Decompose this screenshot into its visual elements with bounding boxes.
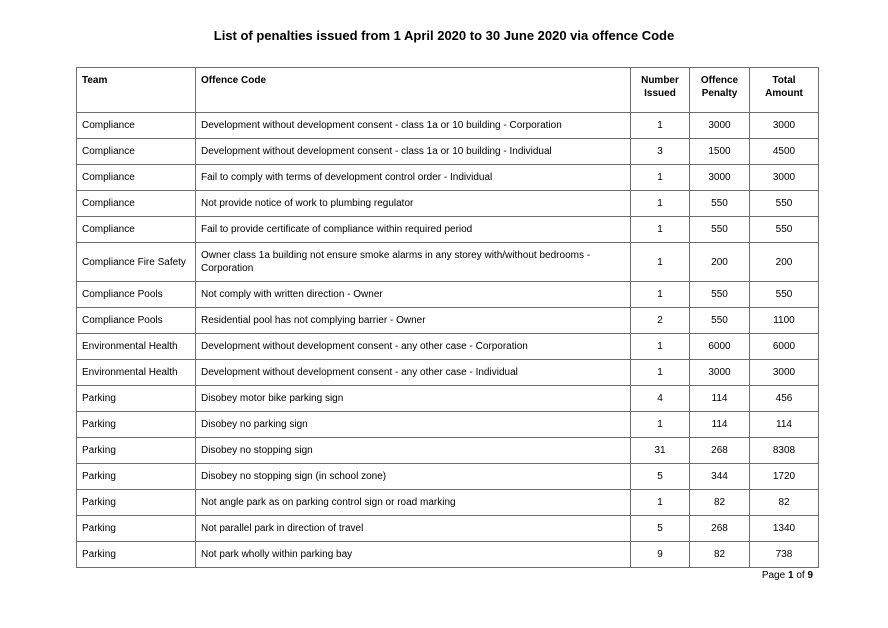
cell-offence-code: Disobey no stopping sign (in school zone) [196, 464, 631, 490]
page-label: Page [761, 570, 786, 581]
cell-number-issued: 1 [631, 360, 690, 386]
header-team: Team [77, 68, 196, 113]
cell-number-issued: 1 [631, 243, 690, 282]
cell-team: Compliance [77, 191, 196, 217]
table-row [77, 516, 819, 542]
cell-offence-penalty: 268 [690, 438, 750, 464]
table-row [77, 386, 819, 412]
cell-number-issued: 9 [631, 542, 690, 568]
cell-total-amount: 550 [750, 217, 819, 243]
cell-team: Parking [77, 464, 196, 490]
table-row [77, 113, 819, 139]
document-title: List of penalties issued from 1 April 2020 to 30 June 2020 via offence Code [213, 28, 675, 43]
cell-number-issued: 1 [631, 113, 690, 139]
table-row [77, 360, 819, 386]
table-row [77, 542, 819, 568]
cell-team: Environmental Health [77, 334, 196, 360]
cell-team: Parking [77, 386, 196, 412]
cell-offence-penalty: 3000 [690, 165, 750, 191]
cell-total-amount: 114 [750, 412, 819, 438]
cell-offence-code: Not park wholly within parking bay [196, 542, 631, 568]
cell-number-issued: 31 [631, 438, 690, 464]
table-row [77, 191, 819, 217]
cell-offence-penalty: 114 [690, 386, 750, 412]
cell-offence-code: Development without development consent - any other case - Corporation [196, 334, 631, 360]
cell-offence-penalty: 550 [690, 217, 750, 243]
cell-offence-code: Fail to comply with terms of development control order - Individual [196, 165, 631, 191]
cell-total-amount: 456 [750, 386, 819, 412]
cell-number-issued: 4 [631, 386, 690, 412]
cell-offence-penalty: 550 [690, 191, 750, 217]
cell-offence-penalty: 200 [690, 243, 750, 282]
cell-team: Parking [77, 438, 196, 464]
table-row [77, 334, 819, 360]
cell-number-issued: 1 [631, 282, 690, 308]
cell-number-issued: 1 [631, 490, 690, 516]
cell-total-amount: 550 [750, 191, 819, 217]
cell-offence-code: Development without development consent - class 1a or 10 building - Corporation [196, 113, 631, 139]
cell-offence-penalty: 550 [690, 282, 750, 308]
cell-number-issued: 1 [631, 165, 690, 191]
table-row [77, 243, 819, 282]
cell-offence-penalty: 82 [690, 542, 750, 568]
cell-total-amount: 1340 [750, 516, 819, 542]
cell-total-amount: 6000 [750, 334, 819, 360]
cell-total-amount: 4500 [750, 139, 819, 165]
cell-offence-code: Disobey no stopping sign [196, 438, 631, 464]
page-total: 9 [807, 570, 813, 581]
cell-offence-penalty: 344 [690, 464, 750, 490]
table-row [77, 490, 819, 516]
table-body [77, 113, 819, 568]
cell-number-issued: 1 [631, 334, 690, 360]
header-number-issued: Number Issued [631, 68, 690, 113]
header-offence-penalty: Offence Penalty [690, 68, 750, 113]
cell-team: Compliance Pools [77, 308, 196, 334]
cell-number-issued: 3 [631, 139, 690, 165]
cell-team: Environmental Health [77, 360, 196, 386]
cell-total-amount: 1720 [750, 464, 819, 490]
cell-total-amount: 550 [750, 282, 819, 308]
cell-offence-penalty: 550 [690, 308, 750, 334]
cell-number-issued: 1 [631, 217, 690, 243]
cell-number-issued: 5 [631, 516, 690, 542]
cell-team: Parking [77, 542, 196, 568]
cell-offence-code: Disobey no parking sign [196, 412, 631, 438]
cell-total-amount: 3000 [750, 113, 819, 139]
cell-number-issued: 1 [631, 412, 690, 438]
table-row [77, 217, 819, 243]
cell-number-issued: 1 [631, 191, 690, 217]
table-row [77, 139, 819, 165]
page-current: 1 [787, 570, 794, 581]
cell-offence-code: Development without development consent - class 1a or 10 building - Individual [196, 139, 631, 165]
page-of: of [796, 570, 805, 581]
cell-total-amount: 738 [750, 542, 819, 568]
cell-offence-penalty: 3000 [690, 113, 750, 139]
cell-number-issued: 5 [631, 464, 690, 490]
cell-offence-penalty: 268 [690, 516, 750, 542]
cell-offence-penalty: 1500 [690, 139, 750, 165]
cell-offence-code: Disobey motor bike parking sign [196, 386, 631, 412]
cell-offence-code: Not comply with written direction - Owner [196, 282, 631, 308]
cell-total-amount: 200 [750, 243, 819, 282]
cell-offence-code: Not provide notice of work to plumbing regulator [196, 191, 631, 217]
page-footer [762, 570, 813, 581]
table-row [77, 412, 819, 438]
cell-team: Parking [77, 490, 196, 516]
cell-team: Compliance Fire Safety [77, 243, 196, 282]
cell-total-amount: 1100 [750, 308, 819, 334]
cell-total-amount: 8308 [750, 438, 819, 464]
cell-team: Compliance [77, 139, 196, 165]
cell-team: Parking [77, 412, 196, 438]
cell-offence-code: Residential pool has not complying barrier - Owner [196, 308, 631, 334]
table-row [77, 464, 819, 490]
cell-offence-code: Development without development consent - any other case - Individual [196, 360, 631, 386]
table-row [77, 308, 819, 334]
cell-offence-penalty: 6000 [690, 334, 750, 360]
cell-team: Compliance [77, 217, 196, 243]
cell-total-amount: 3000 [750, 360, 819, 386]
cell-offence-code: Owner class 1a building not ensure smoke alarms in any storey with/without bedrooms - Corporation [196, 243, 631, 282]
header-offence-code: Offence Code [196, 68, 631, 113]
table-row [77, 438, 819, 464]
table-row [77, 165, 819, 191]
table-row [77, 282, 819, 308]
cell-total-amount: 3000 [750, 165, 819, 191]
cell-offence-code: Not parallel park in direction of travel [196, 516, 631, 542]
cell-offence-code: Not angle park as on parking control sign or road marking [196, 490, 631, 516]
cell-number-issued: 2 [631, 308, 690, 334]
table-header-row [77, 68, 819, 113]
cell-team: Parking [77, 516, 196, 542]
cell-team: Compliance [77, 113, 196, 139]
cell-offence-penalty: 82 [690, 490, 750, 516]
cell-team: Compliance Pools [77, 282, 196, 308]
penalties-table [76, 67, 819, 568]
cell-offence-code: Fail to provide certificate of compliance within required period [196, 217, 631, 243]
cell-offence-penalty: 3000 [690, 360, 750, 386]
cell-team: Compliance [77, 165, 196, 191]
cell-total-amount: 82 [750, 490, 819, 516]
header-total-amount: Total Amount [750, 68, 819, 113]
cell-offence-penalty: 114 [690, 412, 750, 438]
